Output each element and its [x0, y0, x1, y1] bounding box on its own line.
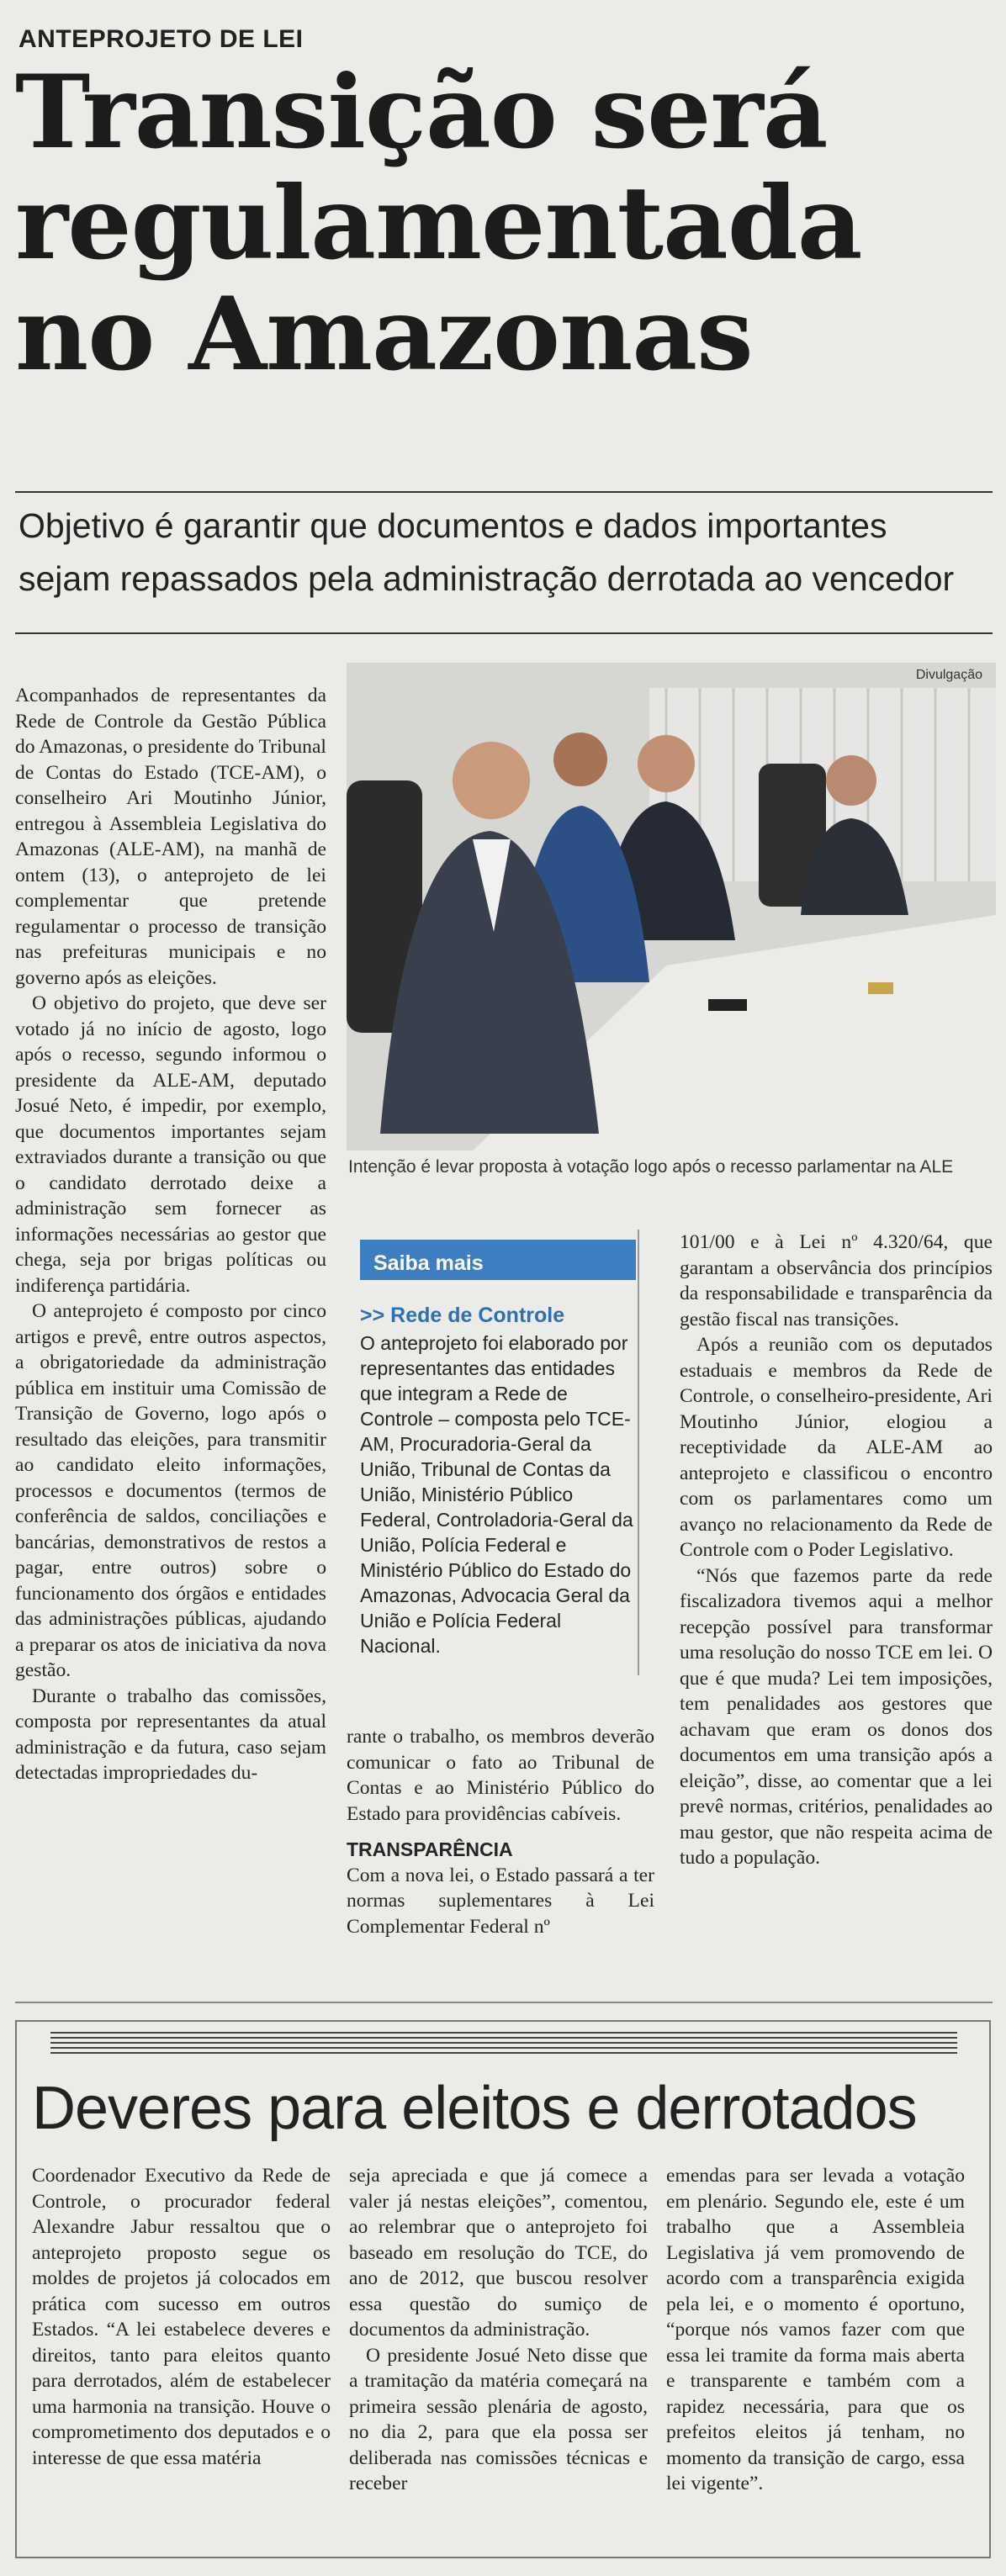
paragraph: O anteprojeto é composto por cinco artigos e prevê, entre outros aspectos, a obrigatoriedade da administração pública em instituir uma Comissão de Transição de Governo, logo após o resultado das eleições, para transmitir ao candidato eleito informações, processos e documentos (termos de conferência de saldos, conciliações e bancárias, demonstrativos de restos a pagar, entre outros) sobre o funcionamento dos órgãos e entidades das administrações públicas, ajudando a preparar os atos de iniciativa da nova gestão. — [15, 1300, 326, 1681]
related-column-2 — [349, 2163, 648, 2497]
headline-line-3: no Amazonas — [15, 275, 753, 394]
saiba-mais-subhead: >> Rede de Controle — [360, 1304, 565, 1327]
paragraph: O objetivo do projeto, que deve ser votado já no início de agosto, logo após o recesso, segundo informou o presidente da ALE-AM, deputado Josué Neto, é impedir, por exemplo, que documentos importantes sejam extraviados durante a transição ou que o candidato derrotado deixe a administração sem fornecer as informações necessárias ao gestor que chega, seja por brigas políticas ou indiferença partidária. — [15, 992, 326, 1297]
paragraph: Acompanhados de representantes da Rede de Controle da Gestão Pública do Amazonas, o presidente do Tribunal de Contas do Estado (TCE-AM), o conselheiro Ari Moutinho Júnior, entregou à Assembleia Legislativa do Amazonas (ALE-AM), na manhã de ontem (13), o anteprojeto de lei complementar que pretende regulamentar o processo de transição nas prefeituras municipais e no governo após as eleições. — [15, 685, 326, 989]
photo-credit: Divulgação — [915, 668, 982, 682]
paragraph: 101/00 e à Lei nº 4.320/64, que garantam a observância dos princípios da responsabilidade e transparência da gestão fiscal nas transições. — [680, 1231, 993, 1330]
kicker: ANTEPROJETO DE LEI — [19, 25, 304, 53]
saiba-mais-text: O anteprojeto foi elaborado por representantes das entidades que integram a Rede de Controle – composta pelo TCE-AM, Procuradoria-Geral da União, Tribunal de Contas da União, Ministério Público Federal, Controladoria-Geral da União, Polícia Federal e Ministério Público do Estado do Amazonas, Advocacia Geral da União e Polícia Federal Nacional. — [360, 1332, 633, 1657]
meeting-photo-illustration — [347, 663, 996, 1150]
deck-line-2: sejam repassados pela administração derrotada ao vencedor — [19, 559, 955, 598]
photo-caption: Intenção é levar proposta à votação logo após o recesso parlamentar na ALE — [348, 1157, 954, 1177]
decorative-stripes — [50, 2032, 957, 2054]
related-box-title: Deveres para eleitos e derrotados — [32, 2075, 917, 2142]
paragraph: Coordenador Executivo da Rede de Controle, o procurador federal Alexandre Jabur ressaltou que o anteprojeto proposto segue os moldes de projetos já colocados em prática com sucesso em outros Estados. “A lei estabelece deveres e direitos, tanto para eleitos quanto para derrotados, além de estabelecer uma harmonia na transição. Houve o comprometimento dos deputados e o interesse de que essa matéria — [32, 2165, 331, 2469]
headline — [15, 53, 995, 394]
headline-line-1: Transição será — [15, 53, 828, 172]
related-box — [15, 2020, 991, 2558]
paragraph: Durante o trabalho das comissões, composta por representantes da atual administração e da futura, caso sejam detectadas impropriedades du- — [15, 1685, 326, 1784]
paragraph: O presidente Josué Neto disse que a tramitação da matéria começará na primeira sessão plenária de agosto, no dia 2, para que ela possa ser deliberada nas comissões técnicas e receber — [349, 2344, 648, 2494]
article-column-2 — [347, 1724, 654, 1939]
article-column-1 — [15, 683, 326, 1786]
related-column-1 — [32, 2163, 331, 2471]
deck — [19, 500, 994, 606]
saiba-mais-box — [360, 1230, 639, 1675]
paragraph: Após a reunião com os deputados estaduais e membros da Rede de Controle, o conselheiro-presidente, Ari Moutinho Júnior, elogiou a receptividade da ALE-AM ao anteprojeto e classificou o encontro com os parlamentares como um avanço no relacionamento da Rede de Controle com o Poder Legislativo. — [680, 1334, 993, 1561]
meeting-photo — [347, 663, 996, 1150]
paragraph: “Nós que fazemos parte da rede fiscalizadora tivemos aqui a melhor recepção possível para transformar uma resolução do nosso TCE em lei. O que é que muda? Lei tem imposições, tem penalidades aos gestores que achavam que eram os donos dos documentos em uma transição após a eleição”, disse, ao comentar que a lei prevê normas, critérios, penalidades ao mau gestor, que não respeita acima de tudo a população. — [680, 1564, 993, 1869]
article-column-3 — [680, 1230, 993, 1871]
rule-bottom — [15, 2002, 993, 2003]
paragraph: rante o trabalho, os membros deverão comunicar o fato ao Tribunal de Contas e ao Ministério Público do Estado para providências cabíveis. — [347, 1726, 654, 1825]
paragraph: emendas para ser levada a votação em plenário. Segundo ele, este é um trabalho que a Assembleia Legislativa já vem promovendo de acordo com a transparência exigida pela lei, e o momento é oportuno, “porque nós vamos fazer com que essa lei tramite da forma mais aberta e transparente e também com a rapidez necessária, para que os prefeitos eleitos já tenham, no momento da transição de cargo, essa lei vigente”. — [666, 2165, 965, 2494]
related-column-3 — [666, 2163, 965, 2497]
saiba-mais-header: Saiba mais — [360, 1240, 636, 1280]
paragraph: seja apreciada e que já comece a valer já nestas eleições”, comentou, ao relembrar que o anteprojeto foi baseado em resolução do TCE, do ano de 2012, que buscou resolver essa questão do sumiço de documentos da administração. — [349, 2165, 648, 2341]
deck-line-1: Objetivo é garantir que documentos e dados importantes — [19, 506, 887, 545]
rule-top — [15, 491, 993, 493]
section-subhead: TRANSPARÊNCIA — [347, 1838, 513, 1860]
headline-line-2: regulamentada — [15, 164, 862, 283]
rule-deck — [15, 632, 993, 634]
paragraph: Com a nova lei, o Estado passará a ter normas suplementares à Lei Complementar Federal nº — [347, 1864, 654, 1938]
